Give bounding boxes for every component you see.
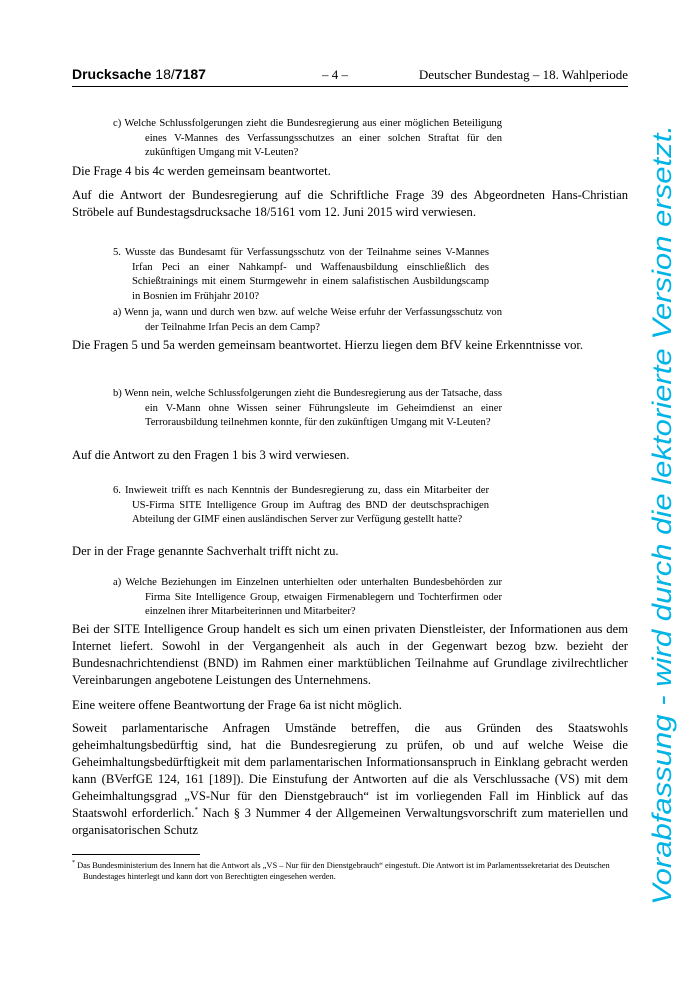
answer-4-intro: Die Frage 4 bis 4c werden gemeinsam beantwortet. [72,164,331,178]
question-6: 6. Inwieweit trifft es nach Kenntnis der Bundesregierung zu, dass ein Mitarbeiter der US-Firma SITE Intelligence Group im Auftrag des BND der deutschsprachigen Abteilung der GIMF einen ausländischen Server zur Verfügung gestellt hatte? [113,485,489,526]
publisher-label: Deutscher Bundestag – 18. Wahlperiode [418,67,628,82]
answer-6a-part3: Soweit parlamentarische Anfragen Umstände betreffen, die aus Gründen des Staatswohls geheimhaltungsbedürftig sind, hat die Bundesregierung zu prüfen, ob und auf welche Weise die Geheimhaltungsbedürftigkeit mit dem parlamentarischen Informationsanspruch in Einklang gebracht werden kann (BVerfGE 124, 161 [189]). Die Einstufung der Antworten auf die als Verschlussache (VS) mit dem Geheimhaltungsgrad „VS-Nur für den Dienstgebrauch“ ist im vorliegenden Fall im Hinblick auf das Staatswohl erforderlich.* Nach § 3 Nummer 4 der Allgemeinen Verwaltungsvorschrift zum materiellen und organisatorischen Schutz [72,721,629,837]
question-4c: c) Welche Schlussfolgerungen zieht die Bundesregierung aus einer möglichen Beteiligung eines V-Mannes des Verfassungsschutzes an einer solchen Straftat für den zukünftigen Umgang mit V-Leuten? [113,118,502,159]
watermark-text: Vorabfassung - wird durch die lektorierte Version ersetzt. [647,239,677,905]
question-5a: a) Wenn ja, wann und durch wen bzw. auf welche Weise erfuhr der Verfassungsschutz von der Teilnahme Irfan Pecis an dem Camp? [113,307,502,333]
question-5: 5. Wusste das Bundesamt für Verfassungsschutz von der Teilnahme seines V-Mannes Irfan Peci an einer Nahkampf- und Waffenausbildung einschließlich des Schießtrainings mit einem Sturmgewehr in einem salafistischen Ausbildungscamp in Bosnien im Frühjahr 2010? [113,247,489,302]
footnote: * Das Bundesministerium des Innern hat die Antwort als „VS – Nur für den Dienstgebrauch“ eingestuft. Die Antwort ist im Parlamentssekretariat des Deutschen Bundestages hinterlegt und kann dort von Berechtigten eingesehen werden. [72,860,610,881]
document-number: Drucksache 18/7187 [72,66,206,82]
draft-watermark [628,120,690,910]
answer-6: Der in der Frage genannte Sachverhalt trifft nicht zu. [72,544,339,558]
answer-6a-part1: Bei der SITE Intelligence Group handelt es sich um einen privaten Dienstleister, der Informationen aus dem Internet liefert. Sowohl in der Vergangenheit als auch in der Gegenwart bezog bzw. bezieht der Bundesnachrichtendienst (BND) im Rahmen einer marktüblichen Teilnahme auf Grundlage zivilrechtlicher Vereinbarungen angebotene Leistungen des Unternehmens. [72,622,628,687]
answer-4: Auf die Antwort der Bundesregierung auf die Schriftliche Frage 39 des Abgeordneten Hans-Christian Ströbele auf Bundestagsdrucksache 18/5161 vom 12. Juni 2015 wird verwiesen. [72,188,628,219]
footnote-divider [72,854,200,855]
page-number: – 4 – [322,67,348,82]
answer-6a-part2: Eine weitere offene Beantwortung der Frage 6a ist nicht möglich. [72,698,402,712]
question-6a: a) Welche Beziehungen im Einzelnen unterhielten oder unterhalten Bundesbehörden zur Firma Site Intelligence Group, etwaigen Firmenablegern und Tochterfirmen oder einzelnen ihrer Mitarbeiterinnen und Mitarbeiter? [113,577,502,618]
footnote-reference: * [194,805,198,814]
page-header [72,66,628,87]
question-5b: b) Wenn nein, welche Schlussfolgerungen zieht die Bundesregierung aus der Tatsache, dass ein V-Mann ohne Wissen seiner Führungsleute im Geheimdienst an einer Terrorausbildung teilnehmen konnte, für den zukünftigen Umgang mit V-Leuten? [113,388,502,429]
answer-5: Die Fragen 5 und 5a werden gemeinsam beantwortet. Hierzu liegen dem BfV keine Erkenntnisse vor. [72,338,584,352]
answer-5b: Auf die Antwort zu den Fragen 1 bis 3 wird verwiesen. [72,448,350,462]
